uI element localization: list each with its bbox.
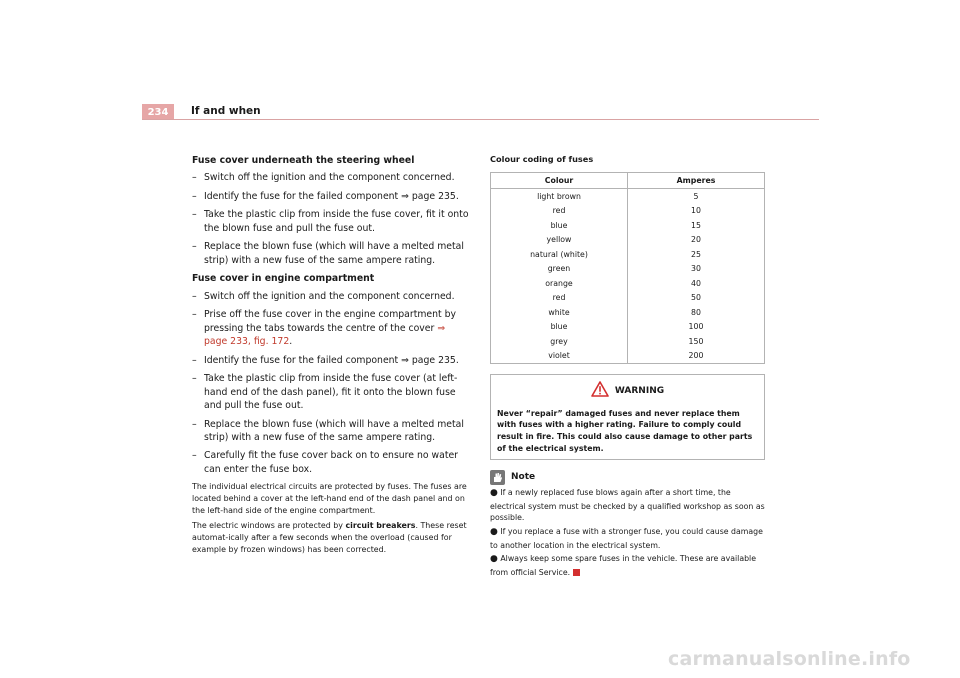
table-cell-amperes: 5: [628, 189, 765, 204]
page-title: If and when: [191, 105, 261, 117]
list-item-text: Identify the fuse for the failed component ⇒ page 235.: [204, 190, 459, 202]
table-cell-amperes: 20: [628, 233, 765, 248]
table-header-row: [491, 173, 765, 189]
table-row: [491, 218, 765, 233]
table-row: [491, 189, 765, 204]
list-item-text: Switch off the ignition and the component concerned.: [204, 290, 455, 302]
table-row: [491, 233, 765, 248]
table-cell-colour: red: [491, 291, 628, 306]
table-cell-colour: green: [491, 262, 628, 277]
table-cell-colour: light brown: [491, 189, 628, 204]
table-cell-colour: red: [491, 204, 628, 219]
table-cell-amperes: 200: [628, 349, 765, 364]
table-row: [491, 247, 765, 262]
list-item-text: Identify the fuse for the failed component ⇒ page 235.: [204, 354, 459, 366]
table-cell-colour: violet: [491, 349, 628, 364]
list-item-text: Take the plastic clip from inside the fuse cover (at left-hand end of the dash panel), fit it onto the blown fuse and pull the fuse out.: [204, 373, 458, 412]
list-item: – Replace the blown fuse (which will have a melted metal strip) with a new fuse of the same ampere rating.: [192, 418, 464, 443]
fuse-color-table: [490, 172, 765, 364]
table-cell-amperes: 150: [628, 334, 765, 349]
info-text-bold: circuit breakers: [345, 520, 416, 530]
list-item: – Switch off the ignition and the component concerned.: [192, 172, 455, 184]
info-paragraph: [192, 520, 469, 556]
section-end-icon: [573, 569, 580, 576]
info-text: . These reset automat-ically after a few seconds when the overload (caused for example by frozen windows) has been corrected.: [192, 520, 467, 554]
note-bullet-text: Always keep some spare fuses in the vehicle. These are available from official Service.: [490, 554, 757, 577]
table-cell-colour: orange: [491, 276, 628, 291]
table-cell-amperes: 10: [628, 204, 765, 219]
table-header-colour: Colour: [491, 173, 628, 189]
list-item: – Take the plastic clip from inside the fuse cover (at left-hand end of the dash panel), fit it onto the blown fuse and pull the fuse out.: [192, 373, 458, 412]
warning-box: [490, 374, 765, 460]
list-item-text: Prise off the fuse cover in the engine compartment by pressing the tabs towards the centre of the cover: [204, 309, 457, 334]
note-bullet: [490, 526, 765, 551]
list-item-text: Carefully fit the fuse cover back on to ensure no water can enter the fuse box.: [204, 450, 459, 475]
right-column: [490, 154, 765, 581]
table-row: [491, 349, 765, 364]
list-item: – Prise off the fuse cover in the engine compartment by pressing the tabs towards the centre of the cover ⇒ page 233, fig. 172.: [192, 309, 457, 348]
info-text: The electric windows are protected by: [192, 520, 346, 530]
note-section: [490, 470, 765, 578]
bullet-dot-icon: ●: [490, 527, 498, 538]
list-item-text: Switch off the ignition and the component concerned.: [204, 172, 455, 184]
table-cell-amperes: 50: [628, 291, 765, 306]
table-title: Colour coding of fuses: [490, 154, 594, 164]
list-item: – Carefully fit the fuse cover back on to ensure no water can enter the fuse box.: [192, 450, 459, 475]
list-item-text: Replace the blown fuse (which will have a melted metal strip) with a new fuse of the same ampere rating.: [204, 418, 464, 443]
table-cell-colour: yellow: [491, 233, 628, 248]
page-reference-link[interactable]: ⇒ page 233, fig. 172: [204, 322, 446, 348]
list-item: – Take the plastic clip from inside the fuse cover, fit it onto the blown fuse and pull the fuse out.: [192, 209, 469, 234]
table-row: [491, 320, 765, 335]
list-item: – Replace the blown fuse (which will have a melted metal strip) with a new fuse of the same ampere rating.: [192, 241, 464, 266]
table-row: [491, 276, 765, 291]
watermark: carmanualsonline.info: [668, 648, 911, 670]
warning-header: [497, 381, 758, 403]
table-row: [491, 305, 765, 320]
table-cell-amperes: 80: [628, 305, 765, 320]
table-cell-colour: natural (white): [491, 247, 628, 262]
note-bullet: [490, 487, 765, 524]
warning-text: Never “repair” damaged fuses and never replace them with fuses with a higher rating. Failure to comply could result in fire. This could also cause damage to other parts of the electrical system.: [497, 408, 753, 453]
section-heading: Fuse cover underneath the steering wheel: [192, 155, 415, 166]
bullet-dot-icon: ●: [490, 554, 498, 565]
section-heading: Fuse cover in engine compartment: [192, 273, 375, 285]
table-cell-amperes: 25: [628, 247, 765, 262]
table-cell-amperes: 100: [628, 320, 765, 335]
note-bullet-text: If a newly replaced fuse blows again after a short time, the electrical system must be checked by a qualified workshop as soon as possible.: [490, 488, 765, 523]
list-item: – Identify the fuse for the failed component ⇒ page 235.: [192, 354, 459, 366]
table-cell-colour: white: [491, 305, 628, 320]
warning-triangle-icon: [591, 381, 609, 403]
note-header: [490, 470, 765, 485]
table-row: [491, 334, 765, 349]
table-row: [491, 204, 765, 219]
list-item: – Identify the fuse for the failed component ⇒ page 235.: [192, 190, 459, 202]
note-bullet: [490, 553, 765, 578]
list-item-text: Take the plastic clip from inside the fuse cover, fit it onto the blown fuse and pull the fuse out.: [204, 209, 469, 234]
warning-title: WARNING: [614, 386, 665, 396]
table-cell-amperes: 15: [628, 218, 765, 233]
table-cell-amperes: 30: [628, 262, 765, 277]
table-cell-colour: blue: [491, 320, 628, 335]
list-item: – Switch off the ignition and the component concerned.: [192, 290, 455, 302]
list-item-text: Replace the blown fuse (which will have a melted metal strip) with a new fuse of the same ampere rating.: [204, 241, 464, 266]
table-cell-colour: blue: [491, 218, 628, 233]
header-divider: [142, 119, 819, 120]
left-column: [192, 154, 469, 559]
table-header-amperes: Amperes: [628, 173, 765, 189]
table-cell-colour: grey: [491, 334, 628, 349]
table-row: [491, 291, 765, 306]
table-row: [491, 262, 765, 277]
page-number: 234: [142, 104, 174, 120]
bullet-dot-icon: ●: [490, 488, 498, 499]
note-bullet-text: If you replace a fuse with a stronger fuse, you could cause damage to another location in the electrical system.: [490, 527, 763, 550]
table-cell-amperes: 40: [628, 276, 765, 291]
list-item-text: .: [289, 336, 293, 348]
note-title: Note: [511, 472, 536, 482]
info-paragraph: The individual electrical circuits are protected by fuses. The fuses are located behind a cover at the left-hand end of the dash panel and on the left-hand side of the engine compartment.: [192, 482, 467, 516]
note-hand-icon: [490, 470, 505, 485]
